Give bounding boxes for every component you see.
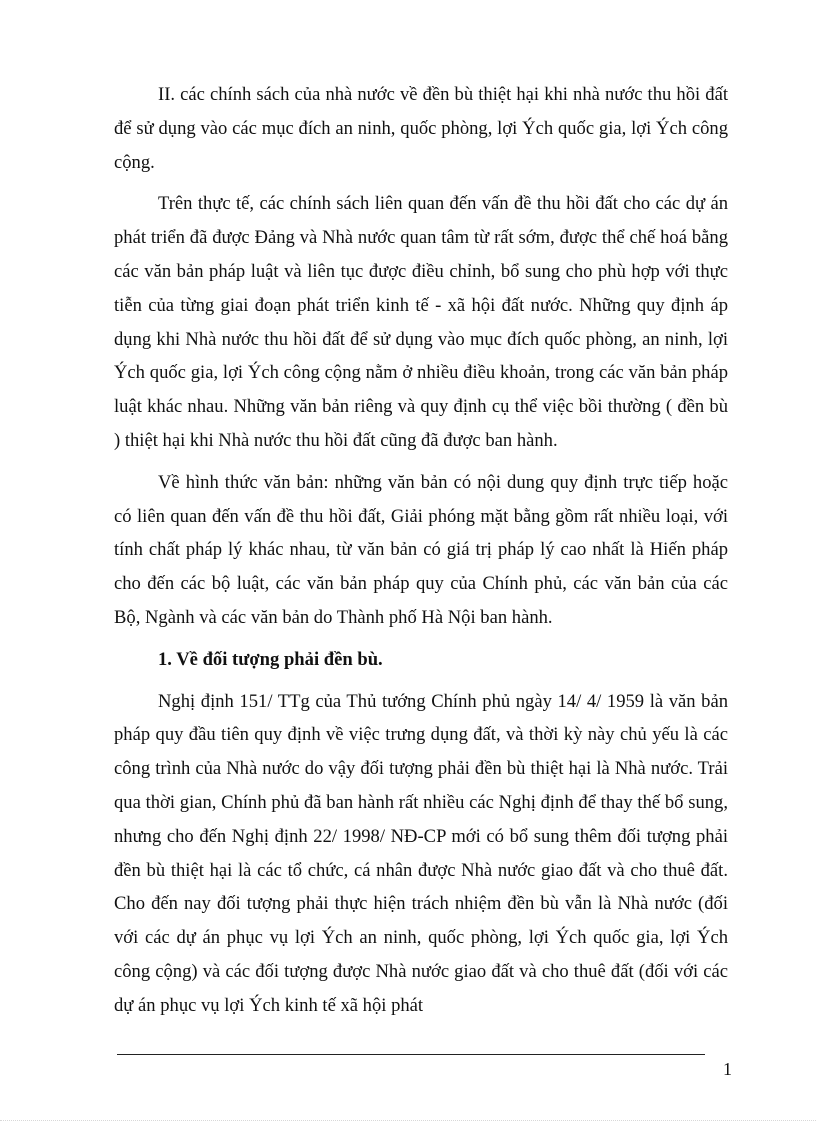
page-number: 1 — [723, 1059, 732, 1079]
paragraph-policy-title: II. các chính sách của nhà nước về đền bù thiệt hại khi nhà nước thu hồi đất để sử dụng vào các mục đích an ninh, quốc phòng, lợi Ých quốc gia, lợi Ých công cộng. — [114, 84, 728, 173]
section-heading: 1. Về đối tượng phải đền bù. — [158, 648, 383, 670]
footer-divider — [117, 1054, 705, 1055]
page-edge-divider — [0, 1120, 816, 1121]
paragraph-compensation-subjects: Nghị định 151/ TTg của Thủ tướng Chính phủ ngày 14/ 4/ 1959 là văn bản pháp quy đầu tiên quy định về việc trưng dụng đất, và thời kỳ này chủ yếu là các công trình của Nhà nước do vậy đối tượng phải đền bù thiệt hại là Nhà nước. Trải qua thời gian, Chính phủ đã ban hành rất nhiều các Nghị định để thay thế bổ sung, nhưng cho đến Nghị định 22/ 1998/ NĐ-CP mới có bổ sung thêm đối tượng phải đền bù thiệt hại là các tổ chức, cá nhân được Nhà nước giao đất và cho thuê đất. Cho đến nay đối tượng phải thực hiện trách nhiệm đền bù vẫn là Nhà nước (đối với các dự án phục vụ lợi Ých an ninh, quốc phòng, lợi Ých quốc gia, lợi Ých công cộng) và các đối tượng được Nhà nước giao đất và cho thuê đất (đối với các dự án phục vụ lợi Ých kinh tế xã hội phát — [114, 690, 728, 1016]
paragraph-practice: Trên thực tế, các chính sách liên quan đến vấn đề thu hồi đất cho các dự án phát triển đã được Đảng và Nhà nước quan tâm từ rất sớm, được thể chế hoá bằng các văn bản pháp luật và liên tục được điều chỉnh, bổ sung cho phù hợp với thực tiễn của từng giai đoạn phát triển kinh tế - xã hội đất nước. Những quy định áp dụng khi Nhà nước thu hồi đất để sử dụng vào mục đích quốc phòng, an ninh, lợi Ých quốc gia, lợi Ých công cộng nằm ở nhiều điều khoản, trong các văn bản pháp luật khác nhau. Những văn bản riêng và quy định cụ thể việc bồi thường ( đền bù ) thiệt hại khi Nhà nước thu hồi đất cũng đã được ban hành. — [114, 193, 728, 451]
paragraph-document-forms: Về hình thức văn bản: những văn bản có nội dung quy định trực tiếp hoặc có liên quan đến vấn đề thu hồi đất, Giải phóng mặt bằng gồm rất nhiều loại, với tính chất pháp lý khác nhau, từ văn bản có giá trị pháp lý cao nhất là Hiến pháp cho đến các bộ luật, các văn bản pháp quy của Chính phủ, các văn bản của các Bộ, Ngành và các văn bản do Thành phố Hà Nội ban hành. — [114, 471, 728, 628]
document-body — [114, 78, 728, 1031]
